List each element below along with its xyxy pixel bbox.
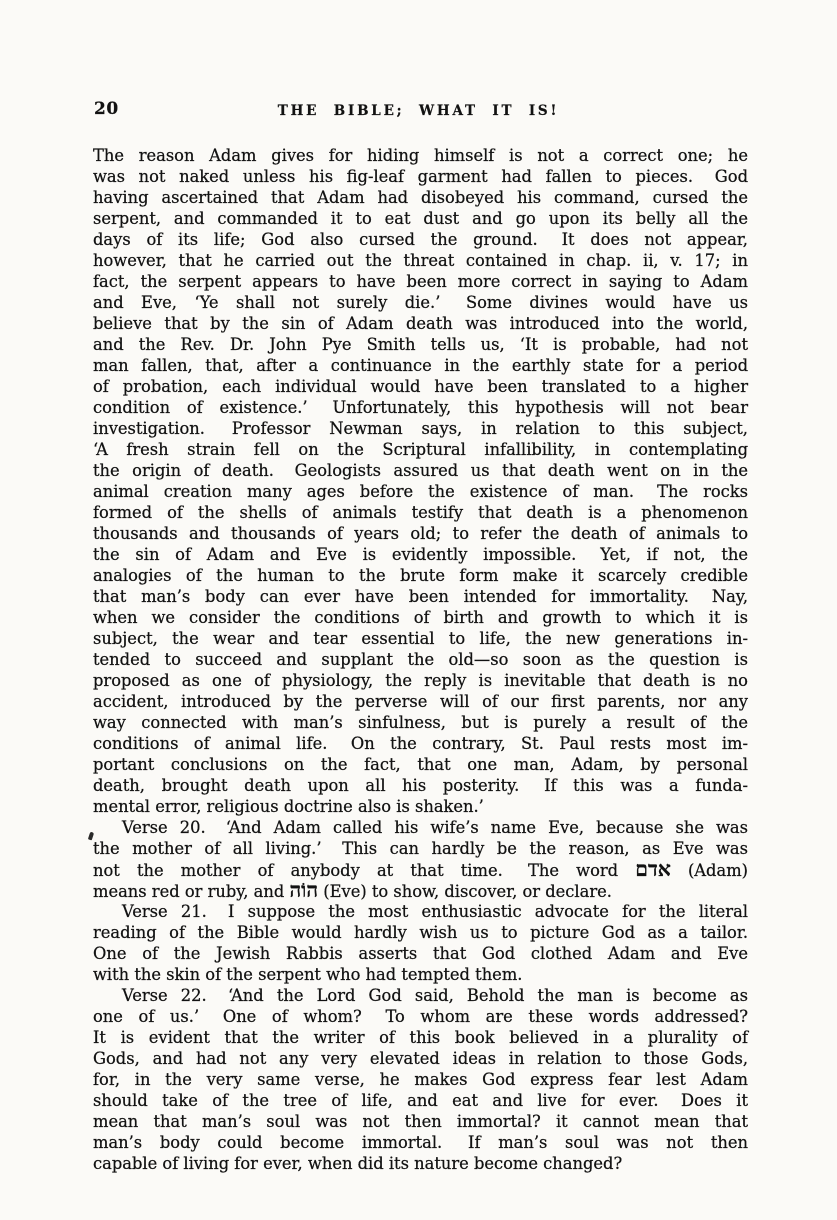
running-title: THE BIBLE; WHAT IT IS! bbox=[277, 103, 560, 119]
paragraph bbox=[93, 901, 748, 985]
text-line: the mother of all living.’ This can hardly be the reason, as Eve was bbox=[93, 839, 748, 858]
text-line: with the skin of the serpent who had tempted them. bbox=[93, 965, 523, 984]
text-line: Gods, and had not any very elevated ideas in relation to those Gods, bbox=[93, 1049, 748, 1068]
text-line: of probation, each individual would have been translated to a higher bbox=[93, 377, 748, 396]
text-line: man’s body could become immortal. If man’s soul was not then bbox=[93, 1133, 748, 1152]
text-line: The reason Adam gives for hiding himself is not a correct one; he bbox=[93, 146, 748, 165]
page-number: 20 bbox=[94, 99, 119, 119]
text-line: having ascertained that Adam had disobeyed his command, cursed the bbox=[93, 188, 748, 207]
text-line: Verse 20. ‘And Adam called his wife’s name Eve, because she was bbox=[122, 818, 748, 837]
text-line: that man’s body can ever have been intended for immortality. Nay, bbox=[93, 587, 748, 606]
hebrew-word: הוֹה bbox=[289, 878, 319, 902]
text-line: ‘A fresh strain fell on the Scriptural infallibility, in contemplating bbox=[93, 440, 748, 459]
text-line: reading of the Bible would hardly wish us to picture God as a tailor. bbox=[93, 923, 748, 942]
text-line: and Eve, ‘Ye shall not surely die.’ Some divines would have us bbox=[93, 293, 748, 312]
text-line: believe that by the sin of Adam death was introduced into the world, bbox=[93, 314, 748, 333]
text-line: fact, the serpent appears to have been more correct in saying to Adam bbox=[93, 272, 748, 291]
text-line: mental error, religious doctrine also is shaken.’ bbox=[93, 797, 484, 816]
text-line: analogies of the human to the brute form make it scarcely credible bbox=[93, 566, 748, 585]
text-line: for, in the very same verse, he makes God express fear lest Adam bbox=[93, 1070, 748, 1089]
text-line: not the mother of anybody at that time. The word אדם (Adam) bbox=[93, 857, 748, 881]
text-line: the sin of Adam and Eve is evidently impossible. Yet, if not, the bbox=[93, 545, 748, 564]
text-line: proposed as one of physiology, the reply is inevitable that death is no bbox=[93, 671, 748, 690]
text-line: means red or ruby, and הוֹה (Eve) to show, discover, or declare. bbox=[93, 878, 612, 902]
text-line: animal creation many ages before the existence of man. The rocks bbox=[93, 482, 748, 501]
text-line: Verse 22. ‘And the Lord God said, Behold the man is become as bbox=[122, 986, 748, 1005]
text-line: days of its life; God also cursed the ground. It does not appear, bbox=[93, 230, 748, 249]
text-line: death, brought death upon all his posterity. If this was a funda- bbox=[93, 776, 748, 795]
text-line: mean that man’s soul was not then immortal? it cannot mean that bbox=[93, 1112, 748, 1131]
paragraph bbox=[93, 145, 748, 817]
text-line: It is evident that the writer of this book believed in a plurality of bbox=[93, 1028, 748, 1047]
text-line: thousands and thousands of years old; to refer the death of animals to bbox=[93, 524, 748, 543]
text-line: investigation. Professor Newman says, in relation to this subject, bbox=[93, 419, 748, 438]
hebrew-word: אדם bbox=[635, 857, 671, 881]
text-line: one of us.’ One of whom? To whom are these words addressed? bbox=[93, 1007, 748, 1026]
text-line: way connected with man’s sinfulness, but is purely a result of the bbox=[93, 713, 748, 732]
text-line: conditions of animal life. On the contrary, St. Paul rests most im- bbox=[93, 734, 748, 753]
text-line: capable of living for ever, when did its nature become changed? bbox=[93, 1154, 623, 1173]
text-line: and the Rev. Dr. John Pye Smith tells us, ‘It is probable, had not bbox=[93, 335, 748, 354]
text-line: the origin of death. Geologists assured us that death went on in the bbox=[93, 461, 748, 480]
text-line: should take of the tree of life, and eat and live for ever. Does it bbox=[93, 1091, 748, 1110]
text-line: subject, the wear and tear essential to life, the new generations in- bbox=[93, 629, 748, 648]
paragraph bbox=[93, 817, 748, 901]
text-line: portant conclusions on the fact, that one man, Adam, by personal bbox=[93, 755, 748, 774]
text-line: Verse 21. I suppose the most enthusiastic advocate for the literal bbox=[122, 902, 748, 921]
text-line: formed of the shells of animals testify that death is a phenomenon bbox=[93, 503, 748, 522]
page-body bbox=[93, 145, 748, 1174]
text-line: man fallen, that, after a continuance in the earthly state for a period bbox=[93, 356, 748, 375]
text-line: accident, introduced by the perverse will of our first parents, nor any bbox=[93, 692, 748, 711]
text-line: serpent, and commanded it to eat dust and go upon its belly all the bbox=[93, 209, 748, 228]
paragraph bbox=[93, 985, 748, 1174]
text-line: One of the Jewish Rabbis asserts that God clothed Adam and Eve bbox=[93, 944, 748, 963]
text-line: condition of existence.’ Unfortunately, this hypothesis will not bear bbox=[93, 398, 748, 417]
text-line: when we consider the conditions of birth and growth to which it is bbox=[93, 608, 748, 627]
text-line: however, that he carried out the threat contained in chap. ii, v. 17; in bbox=[93, 251, 748, 270]
text-line: tended to succeed and supplant the old—so soon as the question is bbox=[93, 650, 748, 669]
text-line: was not naked unless his fig-leaf garment had fallen to pieces. God bbox=[93, 167, 748, 186]
